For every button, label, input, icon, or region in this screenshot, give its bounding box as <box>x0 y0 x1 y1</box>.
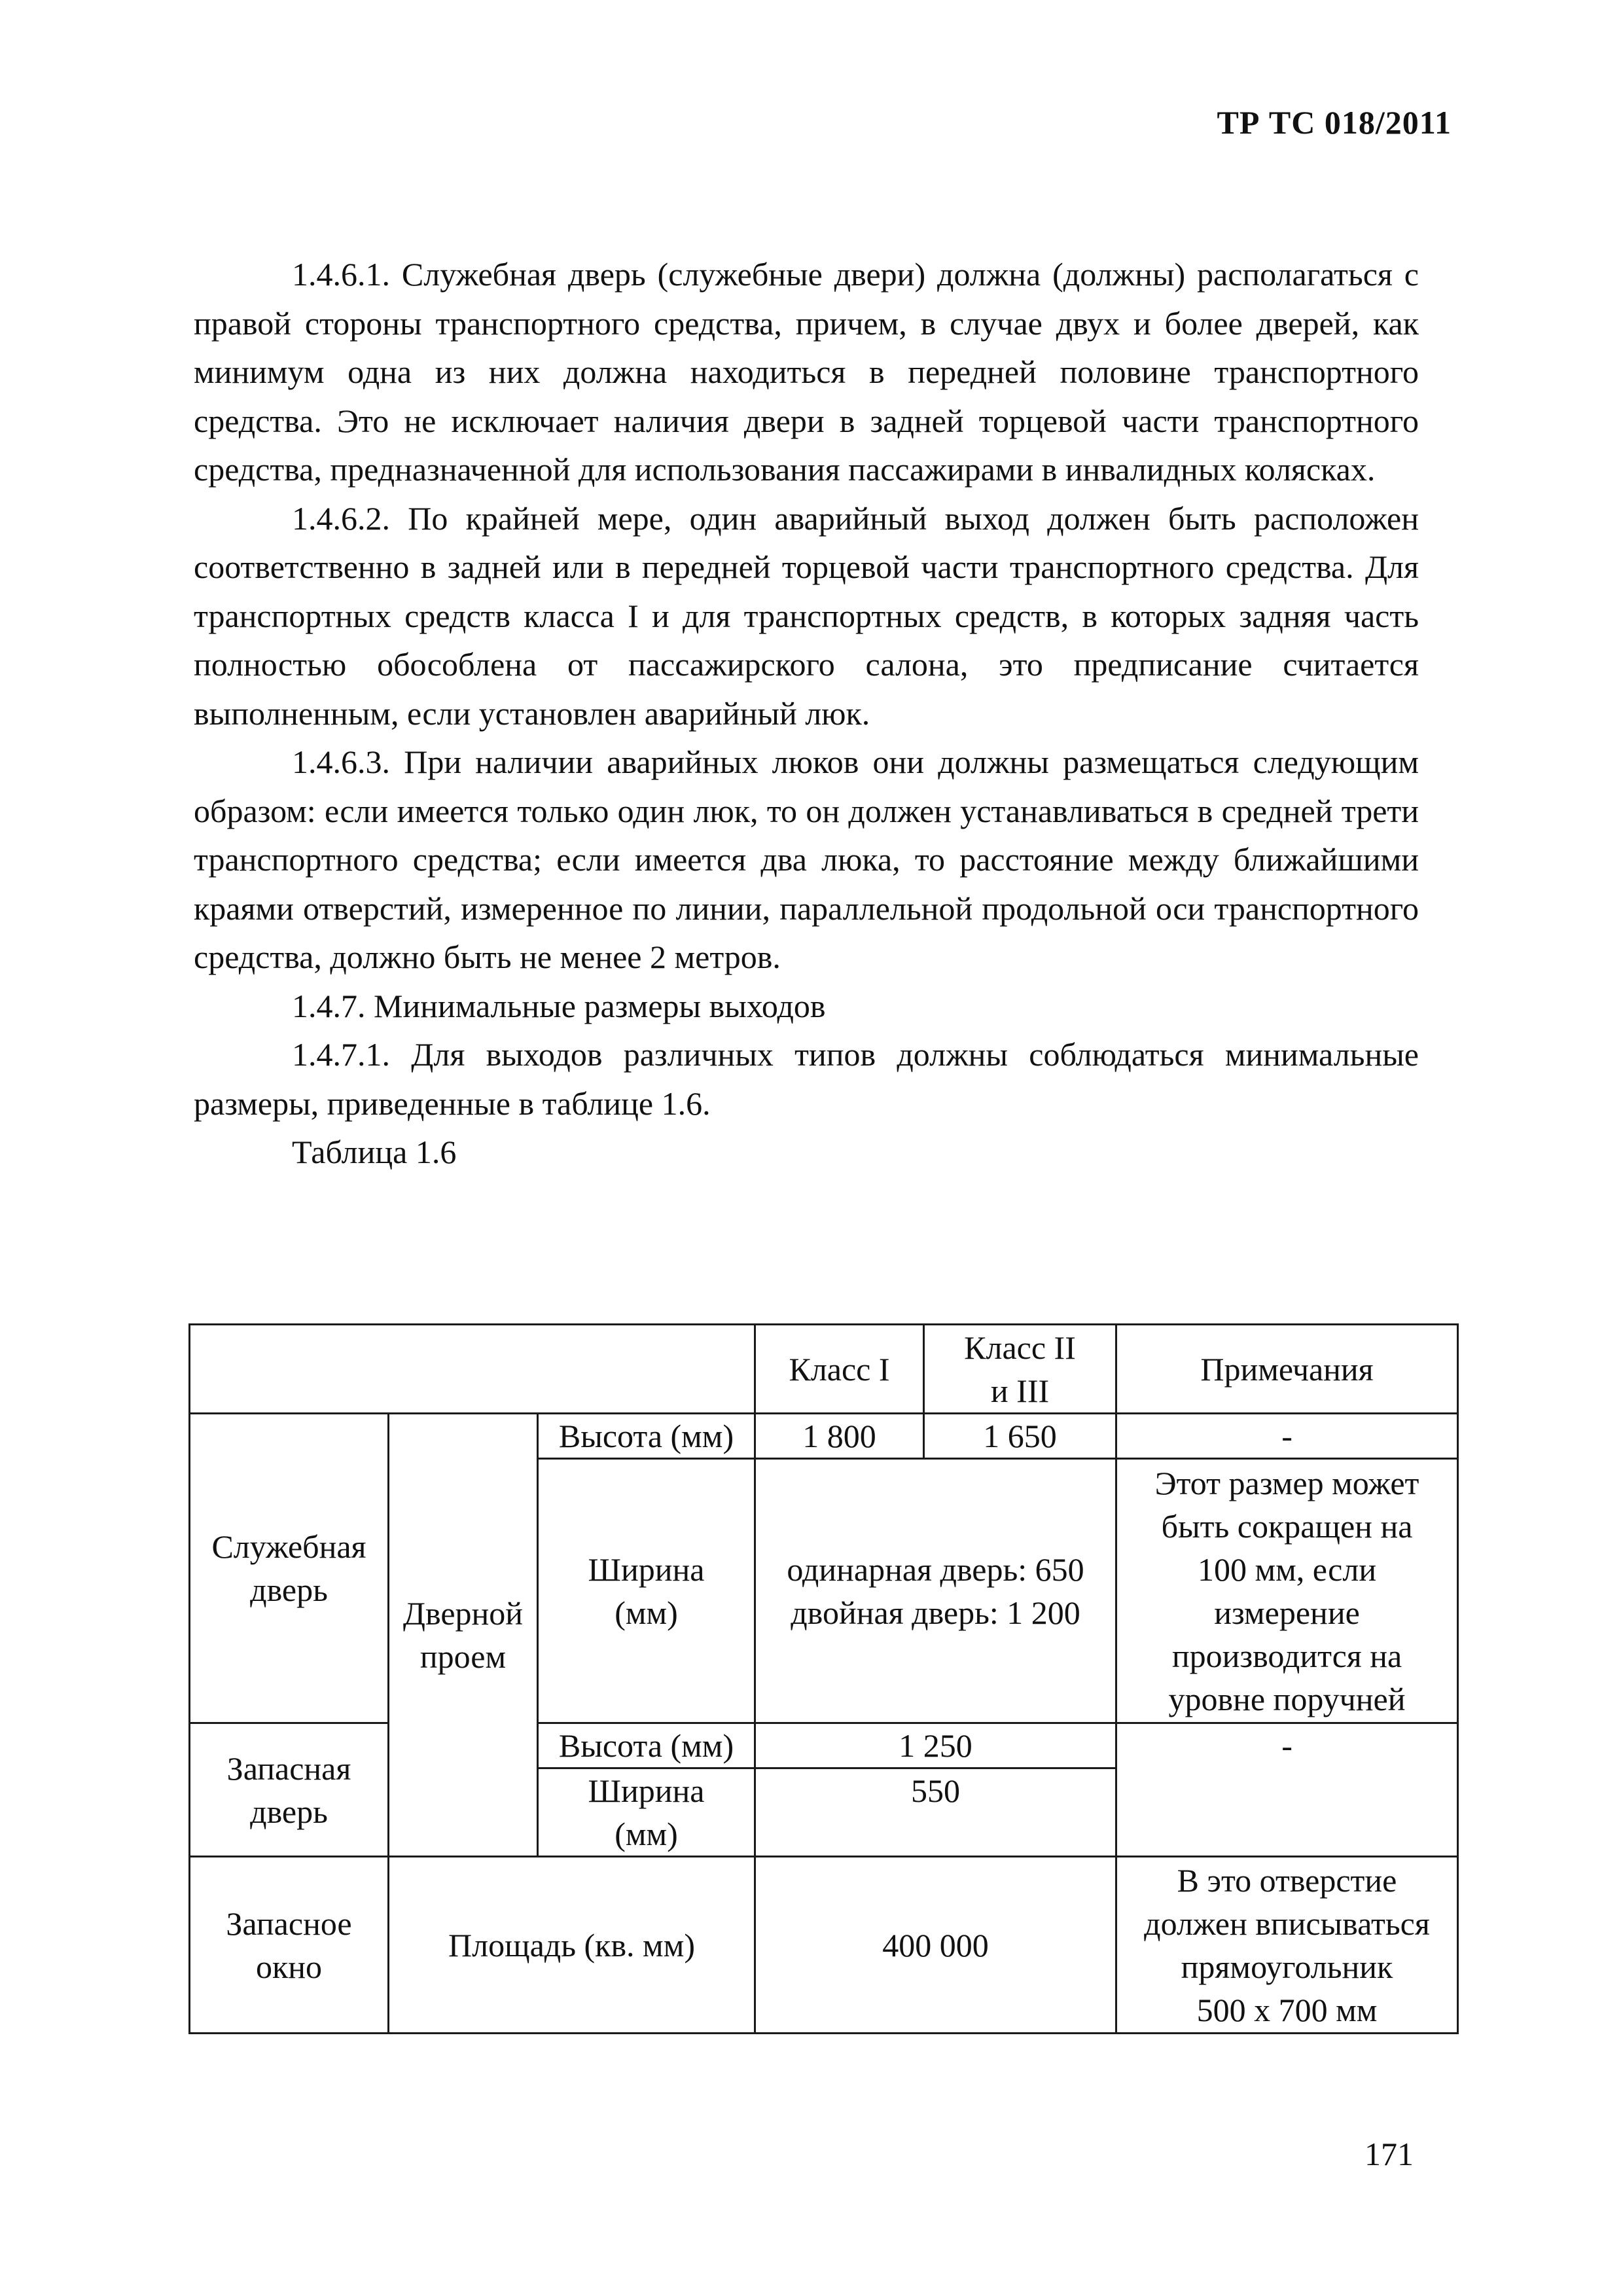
spare-window-area-label: Площадь (кв. мм) <box>389 1857 755 2034</box>
table-caption: Таблица 1.6 <box>292 1134 457 1170</box>
exit-dimensions-table <box>188 1323 1459 2034</box>
table-row <box>190 1723 1458 1768</box>
service-door-height-label: Высота (мм) <box>538 1414 755 1459</box>
header-empty-cell <box>190 1325 755 1414</box>
service-door-width-value: одинарная дверь: 650 двойная дверь: 1 200 <box>755 1459 1116 1723</box>
section-heading-1-4-7: 1.4.7. Минимальные размеры выходов <box>292 987 826 1024</box>
document-body <box>194 250 1419 1177</box>
spare-door-note: - <box>1116 1723 1458 1857</box>
header-notes: Примечания <box>1116 1325 1458 1414</box>
paragraph-1-4-6-2: 1.4.6.2. По крайней мере, один аварийный выход должен быть расположен соответственно в задней или в передней торцевой части транспортного средства. Для транспортных средств класса I и для транспортных средств, в которых задняя часть полностью обособлена от пассажирского салона, это предписание считается выполненным, если установлен аварийный люк. <box>194 499 1419 732</box>
spare-window-area-value: 400 000 <box>755 1857 1116 2034</box>
page-number: 171 <box>1364 2136 1414 2172</box>
door-opening-label: Дверной проем <box>389 1414 538 1857</box>
service-door-width-label: Ширина (мм) <box>538 1459 755 1723</box>
spare-door-height-label: Высота (мм) <box>538 1723 755 1768</box>
spare-door-width-label: Ширина (мм) <box>538 1768 755 1857</box>
header-class-1: Класс I <box>755 1325 924 1414</box>
header-class-2-3: Класс II и III <box>924 1325 1116 1414</box>
paragraph-1-4-6-3: 1.4.6.3. При наличии аварийных люков они должны размещаться следующим образом: если имеется только один люк, то он должен устанавливаться в средней трети транспортного средства; если имеется два люка, то расстояние между ближайшими краями отверстий, измеренное по линии, параллельной продольной оси транспортного средства, должно быть не менее 2 метров. <box>194 744 1419 975</box>
table-row <box>190 1857 1458 2034</box>
document-code-header: ТР ТС 018/2011 <box>1217 104 1452 141</box>
service-door-label: Служебная дверь <box>190 1414 389 1723</box>
service-door-width-note: Этот размер может быть сокращен на 100 мм, если измерение производится на уровне поручней <box>1116 1459 1458 1723</box>
spare-door-height-value: 1 250 <box>755 1723 1116 1768</box>
service-door-height-class-1: 1 800 <box>755 1414 924 1459</box>
paragraph-1-4-7-1: 1.4.7.1. Для выходов различных типов должны соблюдаться минимальные размеры, приведенные в таблице 1.6. <box>194 1036 1419 1122</box>
spare-door-width-value: 550 <box>755 1768 1116 1857</box>
service-door-height-note: - <box>1116 1414 1458 1459</box>
table-row <box>190 1414 1458 1459</box>
spare-door-label: Запасная дверь <box>190 1723 389 1857</box>
spare-window-label: Запасное окно <box>190 1857 389 2034</box>
table-header-row <box>190 1325 1458 1414</box>
spare-window-note: В это отверстие должен вписываться прямоугольник 500 х 700 мм <box>1116 1857 1458 2034</box>
service-door-height-class-2-3: 1 650 <box>924 1414 1116 1459</box>
paragraph-1-4-6-1: 1.4.6.1. Служебная дверь (служебные двери) должна (должны) располагаться с правой стороны транспортного средства, причем, в случае двух и более дверей, как минимум одна из них должна находиться в передней половине транспортного средства. Это не исключает наличия двери в задней торцевой части транспортного средства, предназначенной для использования пассажирами в инвалидных колясках. <box>194 256 1419 488</box>
